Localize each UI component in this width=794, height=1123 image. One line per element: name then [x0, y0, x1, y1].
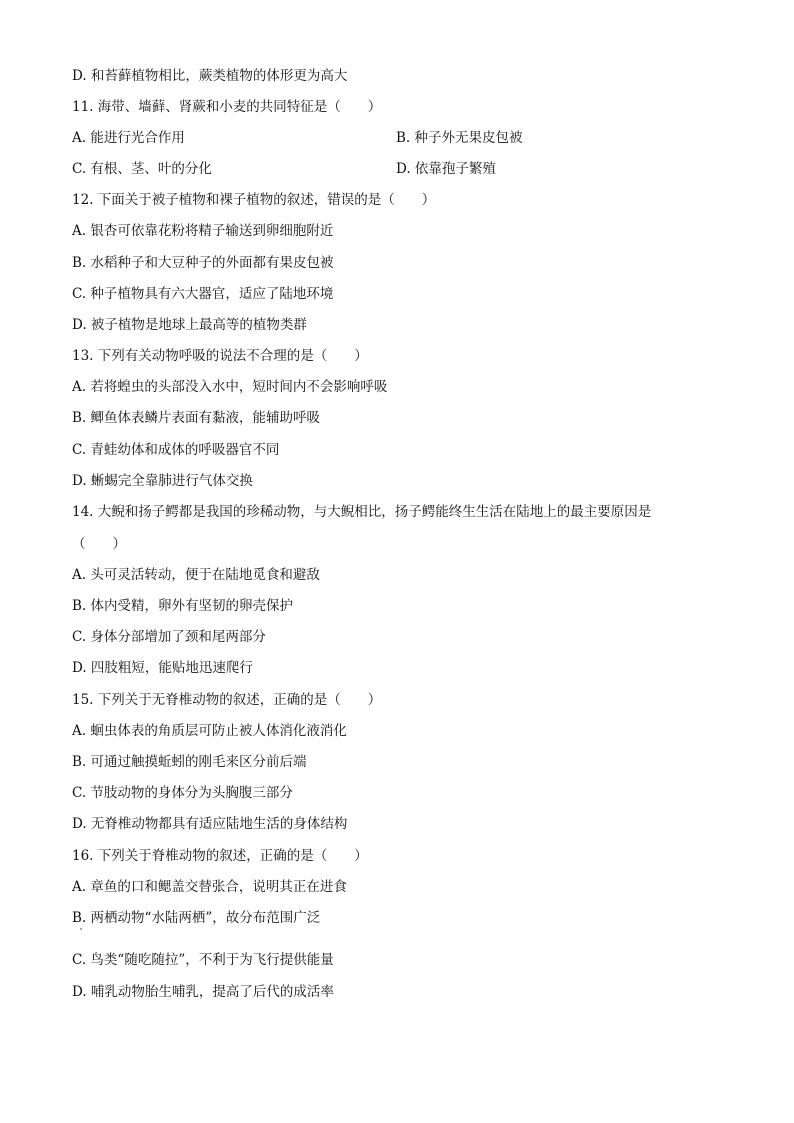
q15-option-c: C. 节肢动物的身体分为头胸腹三部分: [72, 785, 293, 801]
q15-option-d: D. 无脊椎动物都具有适应陆地生活的身体结构: [72, 816, 348, 832]
q13-stem: 13. 下列有关动物呼吸的说法不合理的是（ ）: [72, 348, 368, 364]
q13-option-a: A. 若将蝗虫的头部没入水中，短时间内不会影响呼吸: [72, 379, 388, 395]
q12-option-a: A. 银杏可依靠花粉将精子输送到卵细胞附近: [72, 223, 334, 239]
q16-option-c: C. 鸟类“随吃随拉”，不利于为飞行提供能量: [72, 952, 334, 968]
q15-stem: 15. 下列关于无脊椎动物的叙述，正确的是（ ）: [72, 692, 382, 708]
q16-option-d: D. 哺乳动物胎生哺乳，提高了后代的成活率: [72, 984, 334, 1000]
q14-option-b: B. 体内受精，卵外有坚韧的卵壳保护: [72, 598, 294, 614]
q14-stem: 14. 大鲵和扬子鳄都是我国的珍稀动物，与大鲵相比，扬子鳄能终生生活在陆地上的最主要原因是: [72, 504, 652, 520]
q11-option-a: A. 能进行光合作用: [72, 130, 185, 146]
q12-option-c: C. 种子植物具有六大器官，适应了陆地环境: [72, 286, 334, 302]
q11-option-b: B. 种子外无果皮包被: [396, 130, 523, 146]
stray-dot-mark: [80, 928, 82, 930]
q14-option-d: D. 四肢粗短，能贴地迅速爬行: [72, 660, 253, 676]
q14-stem-bracket: （ ）: [72, 536, 126, 552]
q11-option-c: C. 有根、茎、叶的分化: [72, 161, 212, 177]
q12-stem: 12. 下面关于被子植物和裸子植物的叙述，错误的是（ ）: [72, 192, 436, 208]
q12-option-d: D. 被子植物是地球上最高等的植物类群: [72, 317, 307, 333]
q13-option-d: D. 蜥蜴完全靠肺进行气体交换: [72, 473, 253, 489]
q12-option-b: B. 水稻种子和大豆种子的外面都有果皮包被: [72, 255, 334, 271]
q13-option-c: C. 青蛙幼体和成体的呼吸器官不同: [72, 442, 280, 458]
q15-option-a: A. 蛔虫体表的角质层可防止被人体消化液消化: [72, 723, 347, 739]
q16-option-a: A. 章鱼的口和鳃盖交替张合，说明其正在进食: [72, 879, 347, 895]
q13-option-b: B. 鲫鱼体表鳞片表面有黏液，能辅助呼吸: [72, 410, 321, 426]
q16-option-b: B. 两栖动物“水陆两栖”，故分布范围广泛: [72, 910, 321, 926]
q15-option-b: B. 可通过触摸蚯蚓的刚毛来区分前后端: [72, 754, 307, 770]
q10-option-d: D. 和苔藓植物相比，蕨类植物的体形更为高大: [72, 68, 348, 84]
q14-option-a: A. 头可灵活转动，便于在陆地觅食和避敌: [72, 567, 320, 583]
q16-stem: 16. 下列关于脊椎动物的叙述，正确的是（ ）: [72, 848, 368, 864]
q14-option-c: C. 身体分部增加了颈和尾两部分: [72, 629, 266, 645]
q11-option-d: D. 依靠孢子繁殖: [396, 161, 496, 177]
q11-stem: 11. 海带、墙藓、肾蕨和小麦的共同特征是（ ）: [72, 99, 382, 115]
